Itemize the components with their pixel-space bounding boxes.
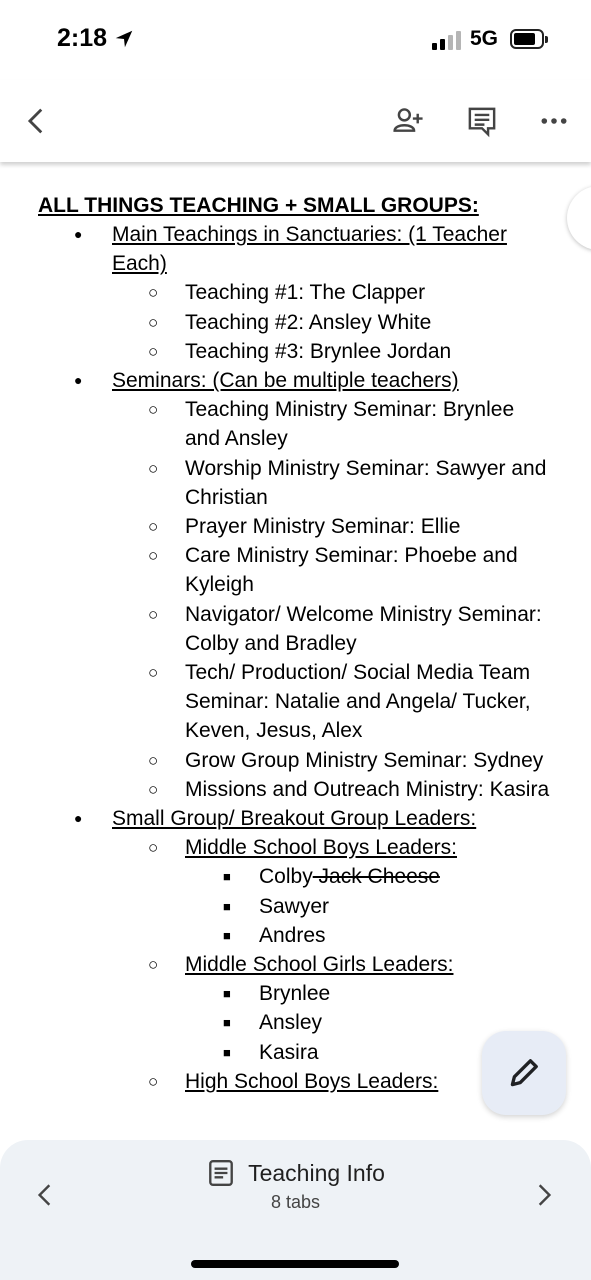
- back-button[interactable]: [14, 98, 60, 144]
- section-title: Seminars: (Can be multiple teachers): [112, 369, 459, 393]
- group-title: Middle School Girls Leaders:: [185, 953, 454, 977]
- share-add-person-button[interactable]: [385, 98, 431, 144]
- top-toolbar: [0, 80, 591, 162]
- network-type: 5G: [470, 27, 499, 50]
- list-item: ○ Worship Ministry Seminar: Sawyer and Christian: [112, 454, 551, 512]
- battery-icon: [510, 29, 544, 49]
- list-item: ■ Kasira: [185, 1038, 551, 1067]
- list-item: [185, 862, 551, 891]
- edit-button[interactable]: [482, 1031, 566, 1115]
- status-bar: [0, 0, 591, 80]
- top-level-list: [0, 220, 591, 1096]
- list-item: ○ Navigator/ Welcome Ministry Seminar: Colby and Bradley: [112, 600, 551, 658]
- next-tab-button[interactable]: [524, 1170, 564, 1220]
- list-item: ○ Tech/ Production/ Social Media Team Seminar: Natalie and Angela/ Tucker, Keven, Jesus, Alex: [112, 658, 551, 746]
- more-options-button[interactable]: [531, 98, 577, 144]
- home-indicator: [191, 1260, 399, 1268]
- document-icon: [206, 1158, 236, 1188]
- list-item: ○ Grow Group Ministry Seminar: Sydney: [112, 746, 551, 775]
- group-title: High School Boys Leaders:: [185, 1069, 439, 1093]
- list-item: [0, 366, 591, 804]
- list-item: ■ Brynlee: [185, 979, 551, 1008]
- struck-text: Jack Cheese: [312, 865, 440, 889]
- list-item: ■ Ansley: [185, 1008, 551, 1037]
- list-item: ○ Care Ministry Seminar: Phoebe and Kyleigh: [112, 541, 551, 599]
- list-item: ○ Teaching Ministry Seminar: Brynlee and Ansley: [112, 395, 551, 453]
- cellular-signal-icon: [432, 31, 461, 50]
- list-item: ○ Teaching #1: The Clapper: [112, 278, 551, 307]
- group-title: Middle School Boys Leaders:: [185, 836, 457, 860]
- pencil-icon: [506, 1055, 542, 1091]
- tab-title-text: Teaching Info: [248, 1159, 385, 1186]
- document-heading: ALL THINGS TEACHING + SMALL GROUPS:: [38, 194, 479, 217]
- more-horizontal-icon: [537, 104, 571, 138]
- document-body[interactable]: [0, 165, 591, 1140]
- status-time: [57, 24, 135, 53]
- location-arrow-icon: [113, 28, 135, 50]
- chevron-left-icon: [20, 104, 54, 138]
- person-add-icon: [391, 104, 425, 138]
- list-item: ■ Andres: [185, 921, 551, 950]
- tab-count: 8 tabs: [270, 1192, 321, 1212]
- list-item: ○ Teaching #3: Brynlee Jordan: [112, 337, 551, 366]
- section-title: Main Teachings in Sanctuaries: (1 Teacher Each): [112, 223, 507, 276]
- comments-button[interactable]: [459, 98, 505, 144]
- list-item: [112, 833, 551, 950]
- list-item: ○ Prayer Ministry Seminar: Ellie: [112, 512, 551, 541]
- list-item: ○ Missions and Outreach Ministry: Kasira: [112, 775, 551, 804]
- tab-title[interactable]: [0, 1158, 591, 1188]
- comment-icon: [465, 104, 499, 138]
- chevron-right-icon: [533, 1182, 555, 1208]
- list-item: [0, 220, 591, 366]
- list-item: ○ Teaching #2: Ansley White: [112, 308, 551, 337]
- tabs-bar: [0, 1140, 591, 1280]
- leader-name: Colby: [259, 865, 313, 889]
- section-title: Small Group/ Breakout Group Leaders:: [112, 807, 477, 831]
- list-item: ■ Sawyer: [185, 892, 551, 921]
- status-time-text: 2:18: [57, 24, 108, 52]
